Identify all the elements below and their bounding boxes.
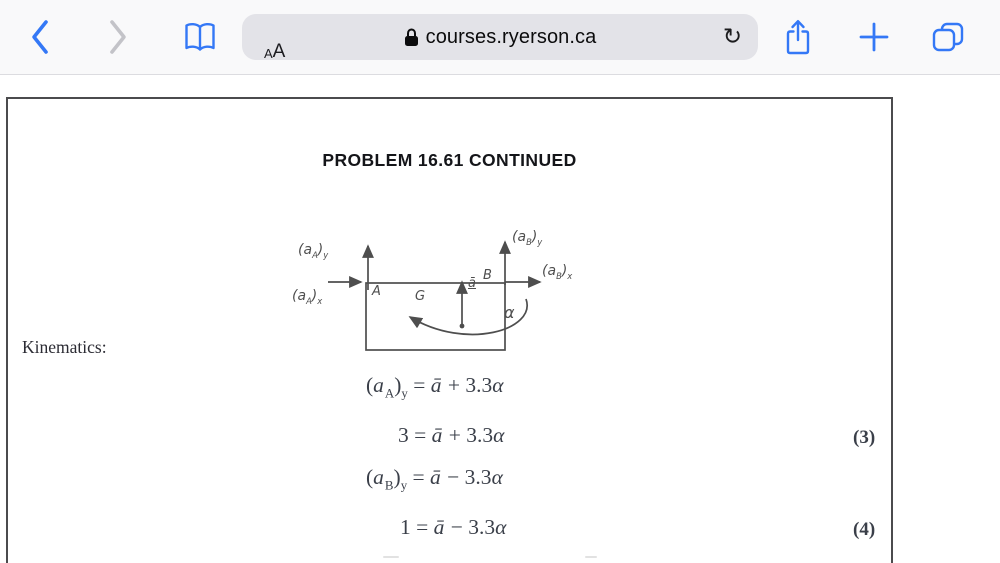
- reload-button[interactable]: [723, 14, 742, 60]
- label-abar: ā: [468, 276, 476, 291]
- center-of-mass-dot: [460, 324, 465, 329]
- document-page: [6, 97, 893, 563]
- address-bar[interactable]: [242, 14, 758, 60]
- equation-aAy: [366, 373, 505, 401]
- kinematics-label: Kinematics:: [22, 337, 107, 357]
- equation-expression: $(a_A)_y$ = ā + 3.3α: [366, 373, 504, 401]
- label-corner-a: A: [372, 284, 381, 299]
- free-body-diagram: [290, 227, 620, 369]
- reader-label-large: A: [272, 41, 286, 62]
- equation-3: [398, 423, 505, 448]
- equation-number-4: (4): [853, 519, 876, 540]
- diagram-drawing: [290, 227, 620, 369]
- url-text: courses.ryerson.ca: [425, 25, 597, 48]
- equation-4: [400, 515, 507, 540]
- label-corner-b: B: [483, 268, 492, 283]
- share-button[interactable]: [780, 0, 816, 74]
- forward-button[interactable]: [100, 0, 136, 74]
- body-rectangle: [366, 283, 505, 350]
- book-icon: [182, 21, 218, 53]
- tabs-button[interactable]: [928, 0, 968, 74]
- browser-toolbar: [0, 0, 1000, 75]
- back-button[interactable]: [22, 0, 58, 74]
- label-aBy: $(a_B)_y$: [512, 229, 543, 247]
- equation-number-3: (3): [853, 427, 876, 448]
- tabs-icon: [931, 21, 965, 53]
- equation-aBy: [366, 465, 504, 493]
- page-title: PROBLEM 16.61 CONTINUED: [322, 150, 577, 170]
- label-aAy: $(a_A)_y$: [298, 242, 329, 260]
- equation-expression: $(a_B)_y$ = ā − 3.3α: [366, 465, 503, 493]
- address-url-area: [242, 14, 758, 60]
- share-icon: [783, 18, 813, 56]
- label-aBx: $(a_B)_x$: [542, 263, 573, 281]
- scan-cutoff-mark: [383, 556, 399, 558]
- label-center-g: G: [415, 289, 426, 304]
- bookmarks-button[interactable]: [180, 0, 220, 74]
- reader-label-small: A: [264, 46, 273, 61]
- equation-expression: 1 = ā − 3.3α: [400, 515, 507, 539]
- new-tab-button[interactable]: [856, 0, 892, 74]
- reload-icon: ↻: [722, 24, 742, 50]
- chevron-right-icon: [107, 19, 129, 55]
- label-aAx: $(a_A)_x$: [292, 288, 323, 306]
- lock-icon: [404, 28, 419, 47]
- chevron-left-icon: [29, 19, 51, 55]
- label-alpha: α: [504, 303, 515, 322]
- scan-cutoff-mark: [585, 556, 597, 558]
- equation-expression: 3 = ā + 3.3α: [398, 423, 505, 447]
- plus-icon: [858, 21, 890, 53]
